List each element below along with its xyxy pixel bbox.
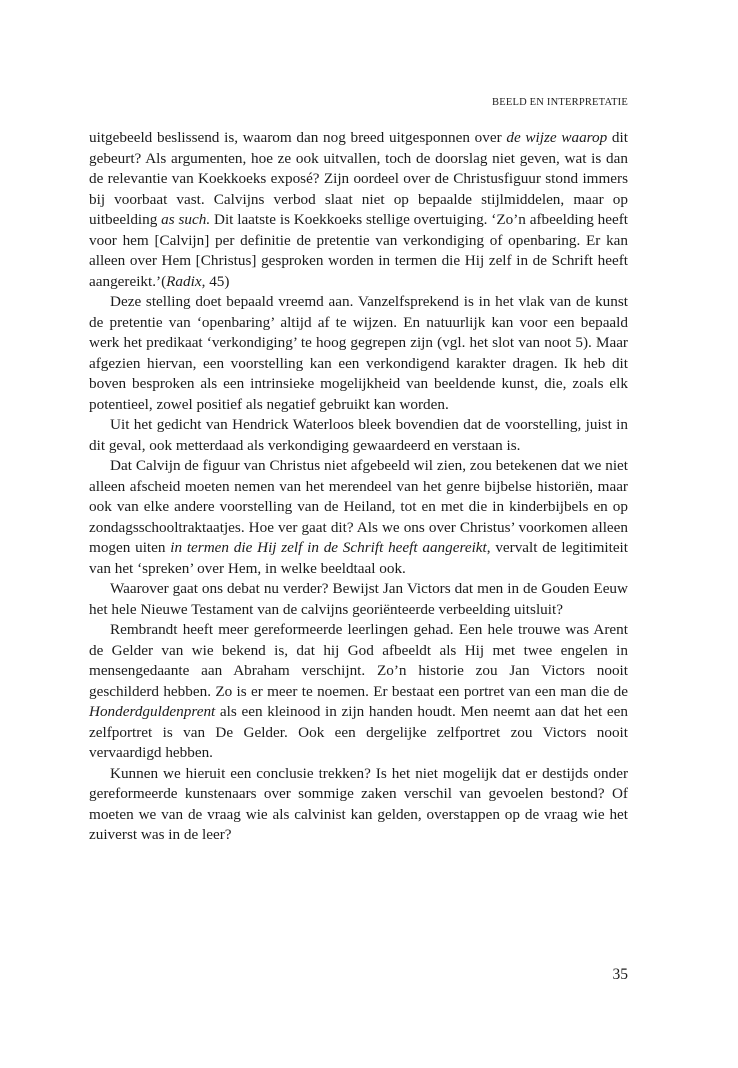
paragraph	[89, 456, 628, 579]
body-text	[89, 128, 628, 846]
text-run: als een kleinood in zijn handen houdt. Men neemt aan dat het een zelfportret is van De Gelder. Ook een dergelijke zelfportret zou Victors nooit vervaardigd hebben.	[89, 703, 628, 761]
running-header: BEELD EN INTERPRETATIE	[492, 97, 628, 108]
italic-text: in termen die Hij zelf in de Schrift heeft aangereikt	[170, 539, 487, 556]
text-run: Deze stelling doet bepaald vreemd aan. Vanzelfsprekend is in het vlak van de kunst de pretentie van ‘openbaring’ altijd af te wijzen. En natuurlijk kan voor een bepaald werk het predikaat ‘verkondiging’ te hoog gegrepen zijn (vgl. het slot van noot 5). Maar afgezien hiervan, een voorstelling kan een verkondigend karakter dragen. Ik heb dit boven besproken als een intrinsieke mogelijkheid van beeldende kunst, die, zoals elk potentieel, zowel positief als negatief gebruikt kan worden.	[89, 293, 628, 413]
text-run: Uit het gedicht van Hendrick Waterloos bleek bovendien dat de voorstelling, juist in dit geval, ook metterdaad als verkondiging gewaardeerd en verstaan is.	[89, 416, 628, 454]
text-run: Kunnen we hieruit een conclusie trekken? Is het niet mogelijk dat er destijds onder gereformeerde kunstenaars over sommige zaken verschil van gevoelen bestond? Of moeten we van de vraag wie als calvinist kan gelden, overstappen op de vraag wie het zuiverst was in de leer?	[89, 764, 628, 843]
italic-text: Honderdguldenprent	[89, 703, 216, 720]
text-run: uitgebeeld beslissend is, waarom dan nog breed uitgesponnen over	[89, 129, 507, 146]
italic-text: de wijze waarop	[506, 129, 608, 146]
page-number: 35	[612, 966, 628, 983]
text-run: Dit laatste is Koekkoeks stellige overtuiging. ‘Zo’n afbeelding heeft voor hem [Calvijn] per definitie de pretentie van verkondiging of openbaring. Er kan alleen over Hem [Christus] gesproken worden in termen die Hij zelf in de Schrift heeft aangereikt.’(	[89, 211, 629, 290]
text-run: dit gebeurt? Als argumenten, hoe ze ook uitvallen, toch de doorslag niet geven, wat is dan de relevantie van Koekkoeks exposé? Zijn oordeel over de Christusfiguur stond immers bij voorbaat vast. Calvijns verbod slaat niet op bepaalde stijlmiddelen, maar op uitbeelding	[89, 129, 628, 228]
paragraph	[89, 292, 628, 415]
italic-text: Radix	[166, 272, 202, 290]
text-run: , 45)	[201, 272, 230, 290]
paragraph	[89, 620, 628, 764]
paragraph	[89, 579, 628, 620]
text-run: Waarover gaat ons debat nu verder? Bewijst Jan Victors dat men in de Gouden Eeuw het hele Nieuwe Testament van de calvijns georiënteerde verbeelding uitsluit?	[89, 580, 628, 618]
paragraph	[89, 764, 628, 846]
paragraph	[89, 415, 628, 456]
paragraph	[89, 128, 628, 292]
text-run: , vervalt de legitimiteit van het ‘spreken’ over Hem, in welke beeldtaal ook.	[89, 539, 628, 577]
text-run: Dat Calvijn de figuur van Christus niet afgebeeld wil zien, zou betekenen dat we niet alleen afscheid moeten nemen van het merendeel van het genre bijbelse historiën, maar ook van elke andere voorstelling van de Heiland, tot en met die in kinderbijbels en op zondagsschooltraktaatjes. Hoe ver gaat dit? Als we ons over Christus’ voorkomen alleen mogen uiten	[89, 457, 628, 556]
italic-text: as such.	[161, 211, 211, 228]
text-run: Rembrandt heeft meer gereformeerde leerlingen gehad. Een hele trouwe was Arent de Gelder van wie bekend is, dat hij God afbeeldt als Hij met twee engelen in mensengedaante aan Abraham verschijnt. Zo’n historie zou Jan Victors nooit geschilderd hebben. Zo is er meer te noemen. Er bestaat een portret van een man die de	[89, 621, 628, 700]
